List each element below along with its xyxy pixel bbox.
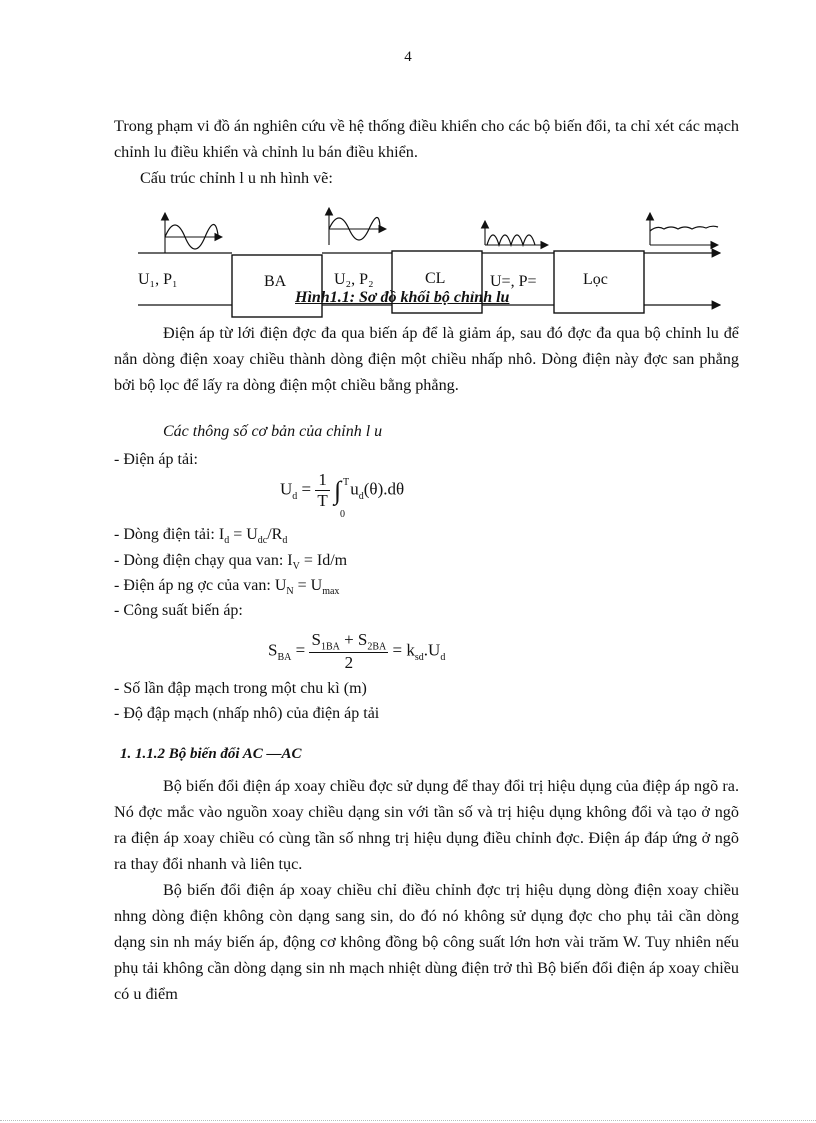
sine-wave-input-icon [165,213,222,253]
block-ba-label: BA [264,273,287,290]
item-transformer-power: - Công suất biến áp: [114,602,243,619]
section-paragraph-1: Bộ biến đổi điện áp xoay chiều đợc sử dụng để thay đổi trị hiệu dụng của điệp áp ngõ ra. Nó đợc mắc vào nguồn xoay chiều dạng sin với tần số và trị hiệu dụng không đổi và tạo ở ngõ ra điện áp xoay chiều có cùng tần số nhng trị hiệu dụng điều chỉnh đợc. Điện áp đáp ứng ở ngõ ra thay đổi nhanh và liên tục. [114,777,739,873]
section-paragraph-2: Bộ biến đổi điện áp xoay chiều chỉ điều chỉnh đợc trị hiệu dụng dòng điện xoay chiều nhng dòng điện không còn dạng sang sin, do đó nó không sử dụng đợc cho phụ tải cần dòng dạng sin nh máy biến áp, động cơ không đồng bộ công suất lớn hơn vài trăm W. Tuy nhiên nếu phụ tải không cần dòng dạng sin nh mạch nhiệt dùng điện trở thì Bộ biến đổi điện áp xoay chiều có u điểm [114,881,739,1003]
intro-paragraph: Trong phạm vi đồ án nghiên cứu về hệ thống điều khiển cho các bộ biến đổi, ta chỉ xét các mạch chỉnh lu điều khiển và chỉnh lu bán điều khiển. [114,117,739,161]
rectified-wave-icon [485,221,548,245]
item-ripple: - Độ đập mạch (nhấp nhô) của điện áp tải [114,705,380,722]
item-load-voltage: - Điện áp tải: [114,451,198,468]
item-valve-current: - Dòng điện chạy qua van: $I_V = Id/m$ [114,552,348,573]
sine-wave-mid-icon [329,208,386,245]
process-paragraph: Điện áp từ lới điện đợc đa qua biến áp để là giảm áp, sau đó đợc đa qua bộ chỉnh lu để nắn dòng điện xoay chiều thành dòng điện một chiều nhấp nhô. Dòng điện này đợc san phẳng bởi bộ lọc để lấy ra dòng điện một chiều bằng phẳng. [114,324,739,394]
formula-load-voltage: $U_d$ = $\frac{1}{T}$ ∫ T 0 $u_d(\theta).d\theta$ [280,470,405,520]
params-title: Các thông số cơ bản của chỉnh l u [163,423,383,440]
block-loc-label: Lọc [583,271,608,288]
section-heading: 1. 1.1.2 Bộ biến đổi AC —AC [120,746,302,762]
mid-label-2: U=, P= [490,273,537,290]
filtered-wave-icon [650,213,718,245]
structure-line: Cấu trúc chỉnh l u nh hình vẽ: [140,169,333,187]
formula-transformer-power: $S_{BA}$ = $\frac{S_{1BA} + S_{2BA}}{2}$ = $k_{sd}.U_d$ [268,630,446,673]
item-load-current: - Dòng điện tải: $I_d = U_{dc}/R_d$ [114,526,288,547]
item-reverse-voltage: - Điện áp ng ợc của van: $U_N = U_{max}$ [114,577,340,598]
page-bottom-border [0,1120,816,1121]
item-ripple-count: - Số lần đập mạch trong một chu kì (m) [114,680,367,697]
figure-caption: Hình1.1: Sơ đồ khối bộ chỉnh lu [295,289,510,306]
input-label: U₁, P₁ [138,271,178,288]
mid-label-1: U₂, P₂ [334,271,374,288]
block-cl-label: CL [425,270,446,287]
page-number: 4 [404,49,412,65]
